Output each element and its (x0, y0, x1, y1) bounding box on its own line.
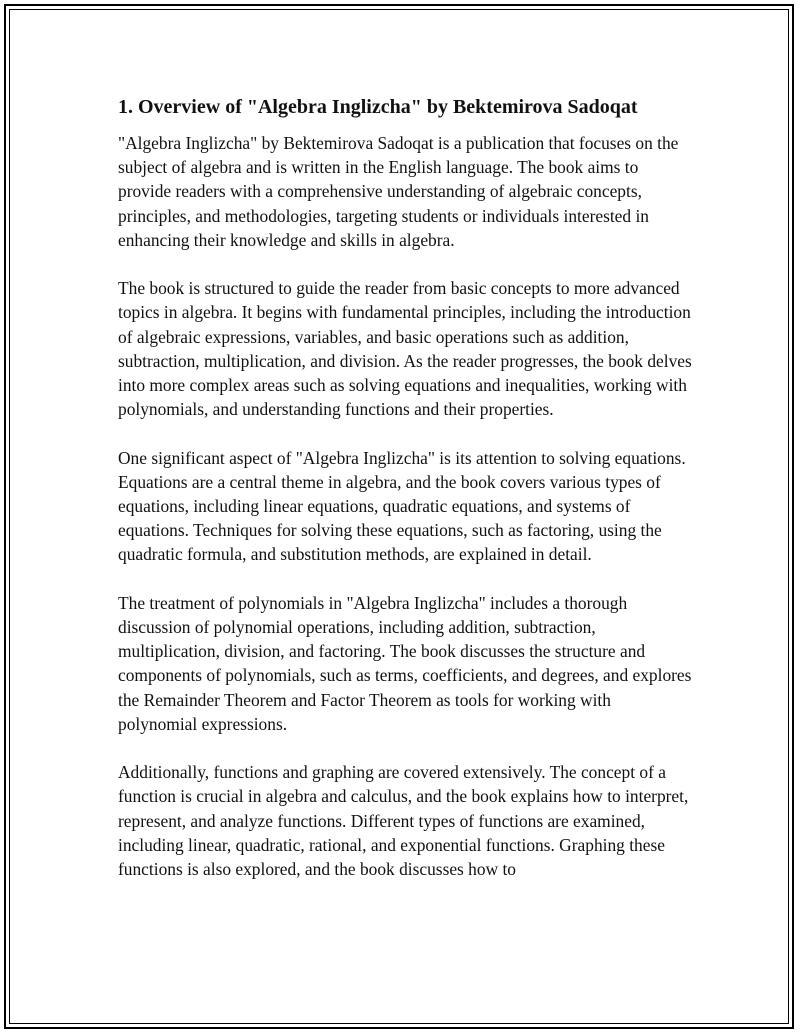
paragraph-intro: "Algebra Inglizcha" by Bektemirova Sadoqat is a publication that focuses on the subject of algebra and is written in the English language. The book aims to provide readers with a comprehensive understanding of algebraic concepts, principles, and methodologies, targeting students or individuals interested in enhancing their knowledge and skills in algebra. (118, 133, 679, 250)
paragraph-structure: The book is structured to guide the reader from basic concepts to more advanced topics in algebra. It begins with fundamental principles, including the introduction of algebraic expressions, variables, and basic operations such as addition, subtraction, multiplication, and division. As the reader progresses, the book delves into more complex areas such as solving equations and inequalities, working with polynomials, and understanding functions and their properties. (118, 278, 692, 420)
paragraph-polynomials: The treatment of polynomials in "Algebra Inglizcha" includes a thorough discussion of polynomial operations, including addition, subtraction, multiplication, division, and factoring. The book discusses the structure and components of polynomials, such as terms, coefficients, and degrees, and explores the Remainder Theorem and Factor Theorem as tools for working with polynomial expressions. (118, 592, 692, 734)
paragraph-equations: One significant aspect of "Algebra Inglizcha" is its attention to solving equations. Equations are a central theme in algebra, and the book covers various types of equations, including linear equations, quadratic equations, and systems of equations. Techniques for solving these equations, such as factoring, using the quadratic formula, and substitution methods, are explained in detail. (118, 447, 686, 565)
section-heading: 1. Overview of "Algebra Inglizcha" by Bektemirova Sadoqat (118, 96, 638, 118)
paragraph-functions: Additionally, functions and graphing are covered extensively. The concept of a function is crucial in algebra and calculus, and the book explains how to interpret, represent, and analyze functions. Different types of functions are examined, including linear, quadratic, rational, and exponential functions. Graphing these functions is also explored, and the book discusses how to (118, 762, 689, 880)
document-body (118, 93, 694, 905)
